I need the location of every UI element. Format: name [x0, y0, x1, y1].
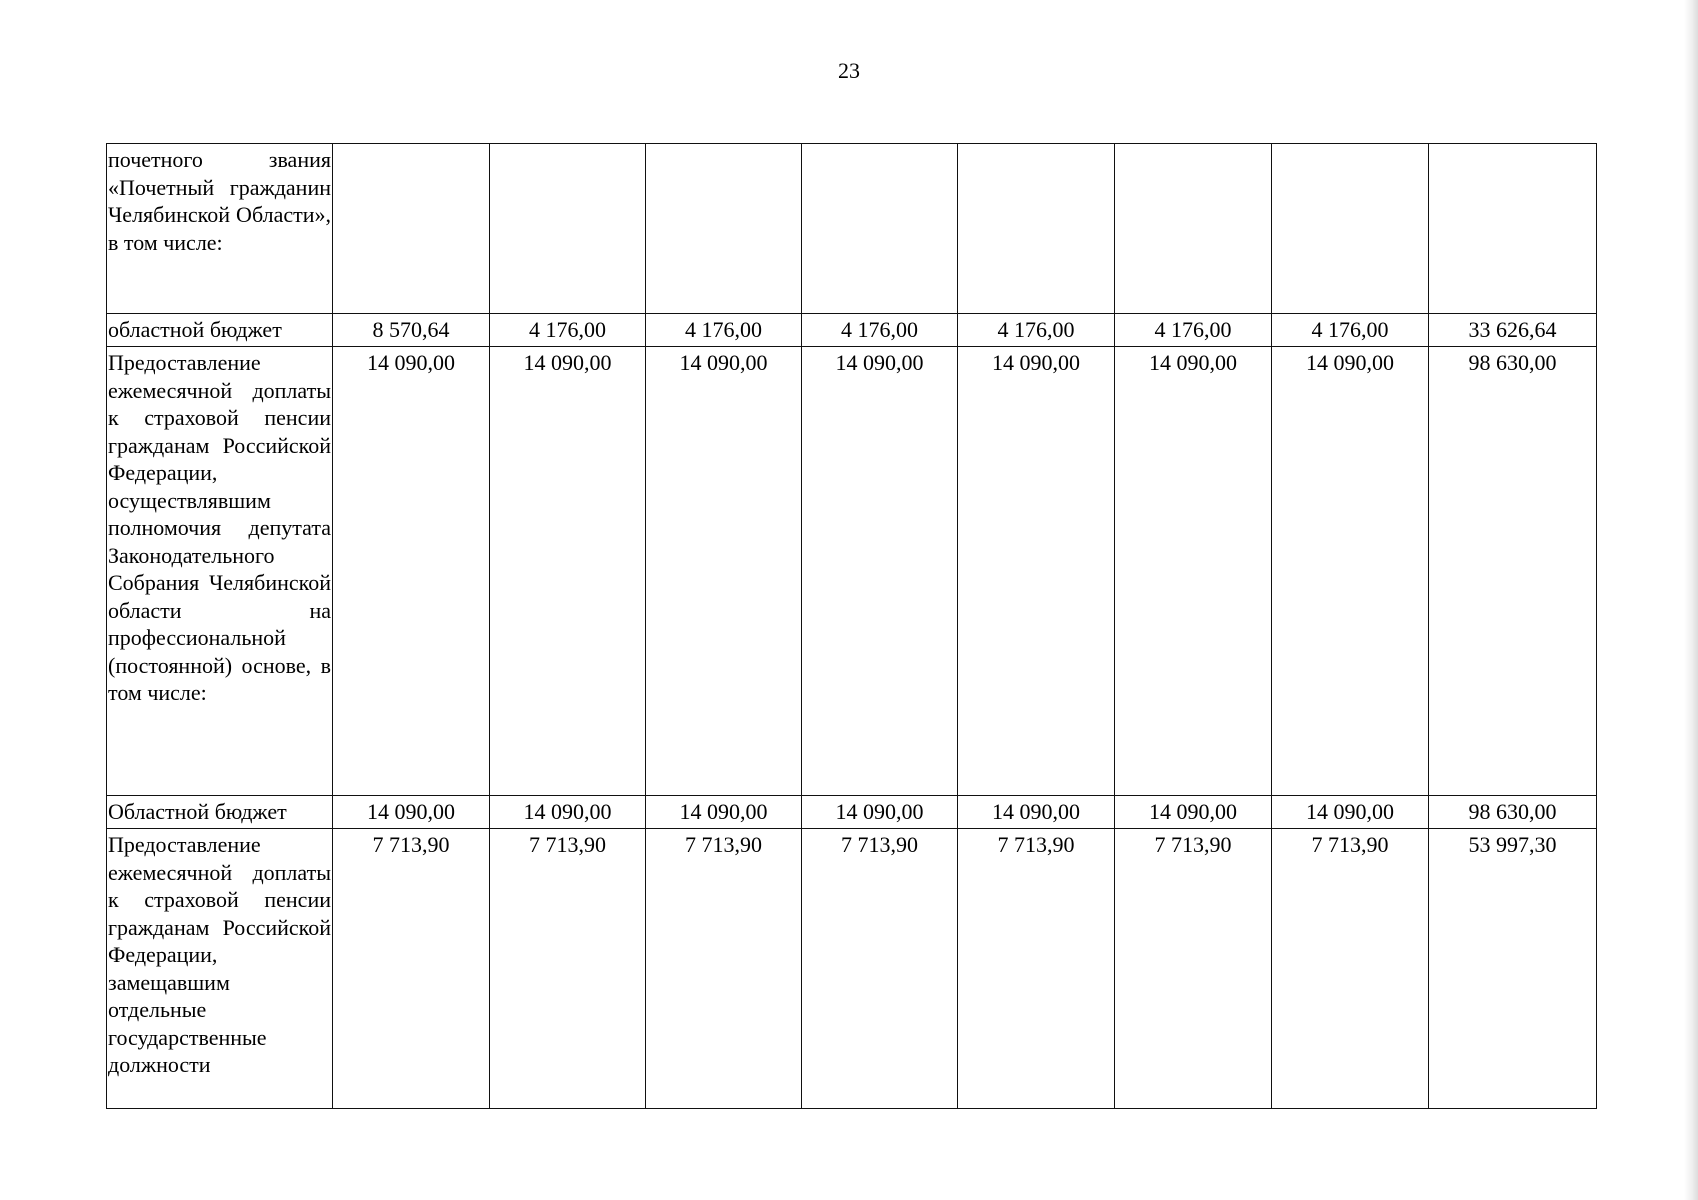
table-row — [107, 796, 1597, 829]
table-cell: 14 090,00 — [490, 796, 646, 829]
table-cell — [490, 144, 646, 314]
table-cell: 4 176,00 — [802, 314, 958, 347]
table-row — [107, 314, 1597, 347]
table-cell-total: 98 630,00 — [1429, 796, 1597, 829]
table-cell: 4 176,00 — [958, 314, 1115, 347]
table-cell: 4 176,00 — [1115, 314, 1272, 347]
table-cell — [958, 144, 1115, 314]
table-cell: 14 090,00 — [333, 347, 490, 796]
table-cell: 4 176,00 — [646, 314, 802, 347]
table-cell: 14 090,00 — [646, 796, 802, 829]
row-label: Предоставление ежемесячной доплаты к страховой пенсии гражданам Российской Федерации, осуществлявшим полномочия депутата Законодательного Собрания Челябинской области на профессиональной (постоянной) основе, в том числе: — [107, 347, 333, 796]
table-cell: 7 713,90 — [490, 829, 646, 1109]
table-cell: 7 713,90 — [802, 829, 958, 1109]
table-cell — [1272, 144, 1429, 314]
table-cell: 14 090,00 — [333, 796, 490, 829]
table-cell: 14 090,00 — [802, 347, 958, 796]
table-cell — [333, 144, 490, 314]
row-label: почетного звания «Почетный гражданин Челябинской Области», в том числе: — [107, 144, 333, 314]
table-cell: 14 090,00 — [1272, 796, 1429, 829]
table-cell — [1115, 144, 1272, 314]
table-cell: 14 090,00 — [802, 796, 958, 829]
table-cell: 7 713,90 — [1272, 829, 1429, 1109]
table-cell: 14 090,00 — [958, 347, 1115, 796]
row-label: Областной бюджет — [107, 796, 333, 829]
table-cell: 8 570,64 — [333, 314, 490, 347]
table-cell — [802, 144, 958, 314]
table-cell: 7 713,90 — [646, 829, 802, 1109]
row-label: Предоставление ежемесячной доплаты к страховой пенсии гражданам Российской Федерации, замещавшим отдельные государственные должности — [107, 829, 333, 1109]
table-row — [107, 829, 1597, 1109]
table-cell-total: 33 626,64 — [1429, 314, 1597, 347]
table-cell: 14 090,00 — [958, 796, 1115, 829]
table-cell-total: 98 630,00 — [1429, 347, 1597, 796]
page-number: 23 — [838, 58, 860, 83]
table-row — [107, 347, 1597, 796]
table-cell: 14 090,00 — [1115, 796, 1272, 829]
table-cell: 4 176,00 — [490, 314, 646, 347]
scan-edge-shadow — [1684, 0, 1698, 1200]
table-cell — [646, 144, 802, 314]
table-cell: 7 713,90 — [1115, 829, 1272, 1109]
table-cell: 14 090,00 — [1115, 347, 1272, 796]
row-label: областной бюджет — [107, 314, 333, 347]
table-cell: 14 090,00 — [1272, 347, 1429, 796]
budget-table — [106, 143, 1597, 1109]
table-cell: 7 713,90 — [333, 829, 490, 1109]
table-cell: 14 090,00 — [490, 347, 646, 796]
table-cell-total: 53 997,30 — [1429, 829, 1597, 1109]
table-cell: 14 090,00 — [646, 347, 802, 796]
table-row — [107, 144, 1597, 314]
table-cell: 7 713,90 — [958, 829, 1115, 1109]
table-cell-total — [1429, 144, 1597, 314]
table-cell: 4 176,00 — [1272, 314, 1429, 347]
